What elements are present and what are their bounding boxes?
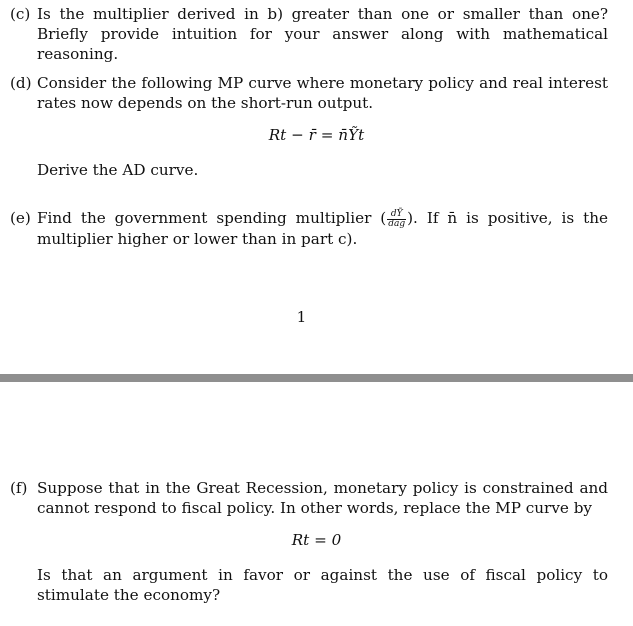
part-f-question: Is that an argument in favor or against the use of fiscal policy to stimulate the economy? — [37, 566, 608, 604]
part-f-label: (f) — [10, 479, 28, 497]
part-c — [10, 4, 608, 64]
part-e — [10, 208, 608, 249]
mp-curve-equation: Rt − r̄ = n̄Ỹt — [268, 126, 365, 144]
part-c-text: Is the multiplier derived in b) greater than one or smaller than one? Briefly provide intuition for your answer along with mathematical reasoning. — [37, 5, 608, 63]
mp-constraint-equation: Rt = 0 — [291, 531, 342, 549]
part-e-text-after: ). If n̄ is positive, is the multiplier higher or lower than in part c). — [37, 209, 609, 248]
part-c-label: (c) — [10, 5, 31, 23]
multiplier-fraction — [387, 210, 406, 229]
part-f-question-block — [10, 565, 608, 605]
page-divider — [0, 374, 633, 382]
page-bottom — [0, 382, 633, 626]
part-e-text — [37, 208, 608, 249]
part-f — [10, 478, 608, 518]
page-number: 1 — [296, 308, 307, 326]
part-d-instruction: Derive the AD curve. — [37, 161, 199, 179]
part-e-label: (e) — [10, 209, 31, 227]
part-e-text-before: Find the government spending multiplier ( — [37, 209, 387, 227]
fraction-denominator: dāg — [388, 218, 406, 229]
part-d-label: (d) — [10, 74, 32, 92]
part-f-text: Suppose that in the Great Recession, monetary policy is constrained and cannot respond to fiscal policy. In other words, replace the MP curve by — [37, 479, 608, 517]
part-d — [10, 73, 608, 113]
part-d-text: Consider the following MP curve where monetary policy and real interest rates now depends on the short-run output. — [37, 74, 608, 112]
fraction-numerator: dỸ — [387, 210, 406, 220]
